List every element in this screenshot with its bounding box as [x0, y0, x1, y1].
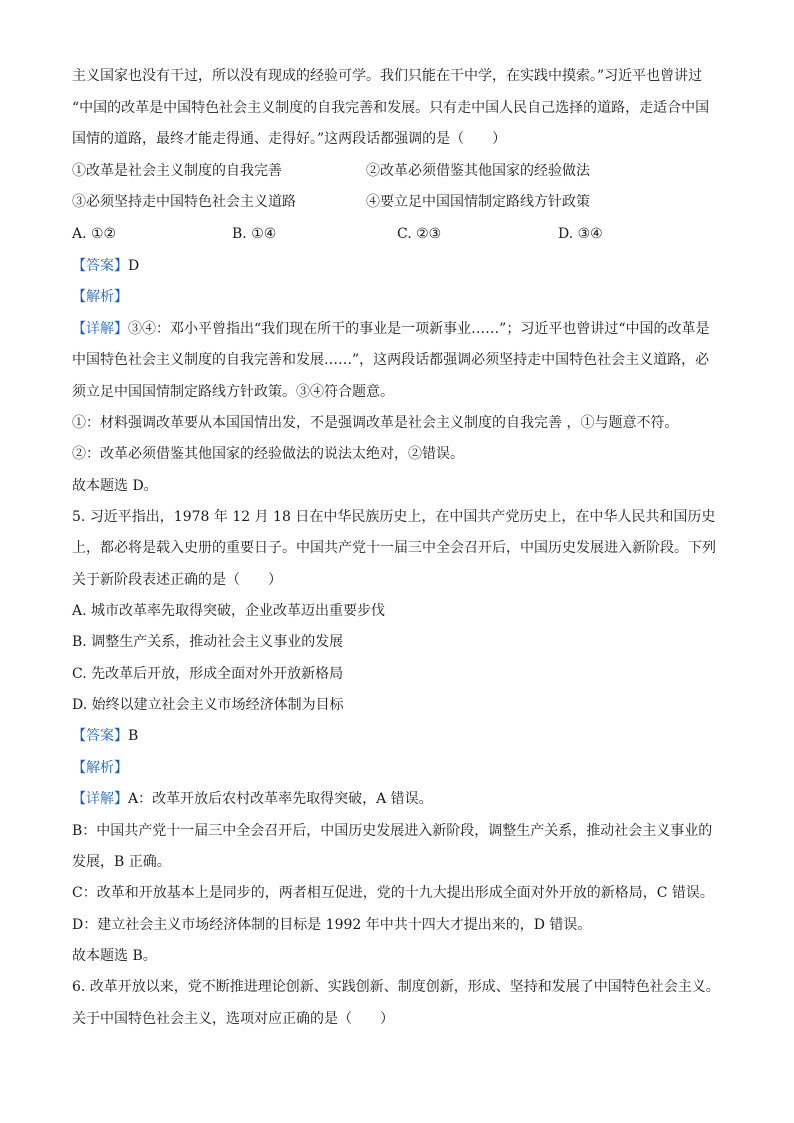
q5-choice-d: D. 始终以建立社会主义市场经济体制为目标 [72, 697, 344, 713]
q4-analysis-heading [72, 287, 128, 307]
q6-stem-line-1: 6. 改革开放以来，党不断推进理论创新、实践创新、制度创新，形成、坚持和发展了中国特色社会主义。 [72, 979, 720, 995]
q4-choice-d: D. ③④ [558, 226, 603, 242]
q5-stem-line-1: 5. 习近平指出，1978 年 12 月 18 日在中华民族历史上，在中国共产党历史上，在中华人民共和国历史 [72, 509, 716, 525]
q4-detail-line-4: ①：材料强调改革要从本国国情出发，不是强调改革是社会主义制度的自我完善 ，①与题意不符。 [72, 415, 679, 431]
q4-detail-line-1 [72, 319, 709, 339]
answer-tag: 【答案】 [72, 728, 128, 744]
q5-detail-line-4: C：改革和开放基本上是同步的，两者相互促进，党的十九大提出形成全面对外开放的新格局，C 错误。 [72, 885, 714, 901]
q4-stem-line-2: “中国的改革是中国特色社会主义制度的自我完善和发展。只有走中国人民自己选择的道路，走适合中国 [72, 100, 710, 116]
q5-answer-line [72, 726, 138, 746]
q4-detail-line-3: 须立足中国国情制定路线方针政策。③④符合题意。 [72, 384, 394, 400]
q4-conclusion: 故本题选 D。 [72, 478, 158, 494]
q5-stem-line-3: 关于新阶段表述正确的是（ ） [72, 572, 282, 588]
q5-choice-a: A. 城市改革率先取得突破，企业改革迈出重要步伐 [72, 603, 386, 619]
q5-detail-line-1 [72, 789, 433, 809]
q5-choice-c: C. 先改革后开放，形成全面对外开放新格局 [72, 666, 344, 682]
analysis-tag: 【解析】 [72, 289, 128, 305]
analysis-tag: 【解析】 [72, 760, 128, 776]
q4-choice-a: A. ①② [72, 226, 117, 242]
q4-detail-line-2: 中国特色社会主义制度的自我完善和发展……”，这两段话都强调必须坚持走中国特色社会主义道路，必 [72, 352, 710, 368]
q4-choice-c: C. ②③ [397, 226, 442, 242]
q4-stem-line-1: 主义国家也没有干过，所以没有现成的经验可学。我们只能在干中学，在实践中摸索。”习近平也曾讲过 [72, 68, 703, 84]
q4-statement-2: ②改革必须借鉴其他国家的经验做法 [366, 163, 590, 179]
q5-conclusion: 故本题选 B。 [72, 948, 157, 964]
answer-tag: 【答案】 [72, 258, 128, 274]
q4-stem-line-3: 国情的道路，最终才能走得通、走得好。”这两段话都强调的是（ ） [72, 131, 507, 147]
q4-statement-3: ③必须坚持走中国特色社会主义道路 [72, 194, 296, 210]
q4-statement-1: ①改革是社会主义制度的自我完善 [72, 163, 282, 179]
q4-detail-text-1: ③④：邓小平曾指出“我们现在所干的事业是一项新事业……”；习近平也曾讲过“中国的改革是 [128, 321, 710, 337]
q5-stem-line-2: 上，都必将是载入史册的重要日子。中国共产党十一届三中全会召开后，中国历史发展进入新阶段。下列 [72, 540, 716, 556]
q4-detail-line-5: ②：改革必须借鉴其他国家的经验做法的说法太绝对，②错误。 [72, 446, 464, 462]
q4-statement-4: ④要立足中国国情制定路线方针政策 [366, 194, 590, 210]
detail-tag: 【详解】 [72, 321, 128, 337]
q5-analysis-heading [72, 758, 128, 778]
q5-choice-b: B. 调整生产关系，推动社会主义事业的发展 [72, 634, 344, 650]
q5-detail-text-1: A：改革开放后农村改革率先取得突破，A 错误。 [128, 791, 433, 807]
q6-stem-line-2: 关于中国特色社会主义，选项对应正确的是（ ） [72, 1011, 394, 1027]
q5-detail-line-2: B：中国共产党十一届三中全会召开后，中国历史发展进入新阶段，调整生产关系，推动社会主义事业的 [72, 823, 713, 839]
q5-detail-line-3: 发展，B 正确。 [72, 854, 171, 870]
q4-choice-b: B. ①④ [232, 226, 277, 242]
q5-answer-value: B [128, 728, 139, 744]
q4-answer-value: D [128, 258, 140, 274]
detail-tag: 【详解】 [72, 791, 128, 807]
q4-answer-line [72, 256, 139, 276]
q5-detail-line-5: D：建立社会主义市场经济体制的目标是 1992 年中共十四大才提出来的，D 错误。 [72, 917, 592, 933]
